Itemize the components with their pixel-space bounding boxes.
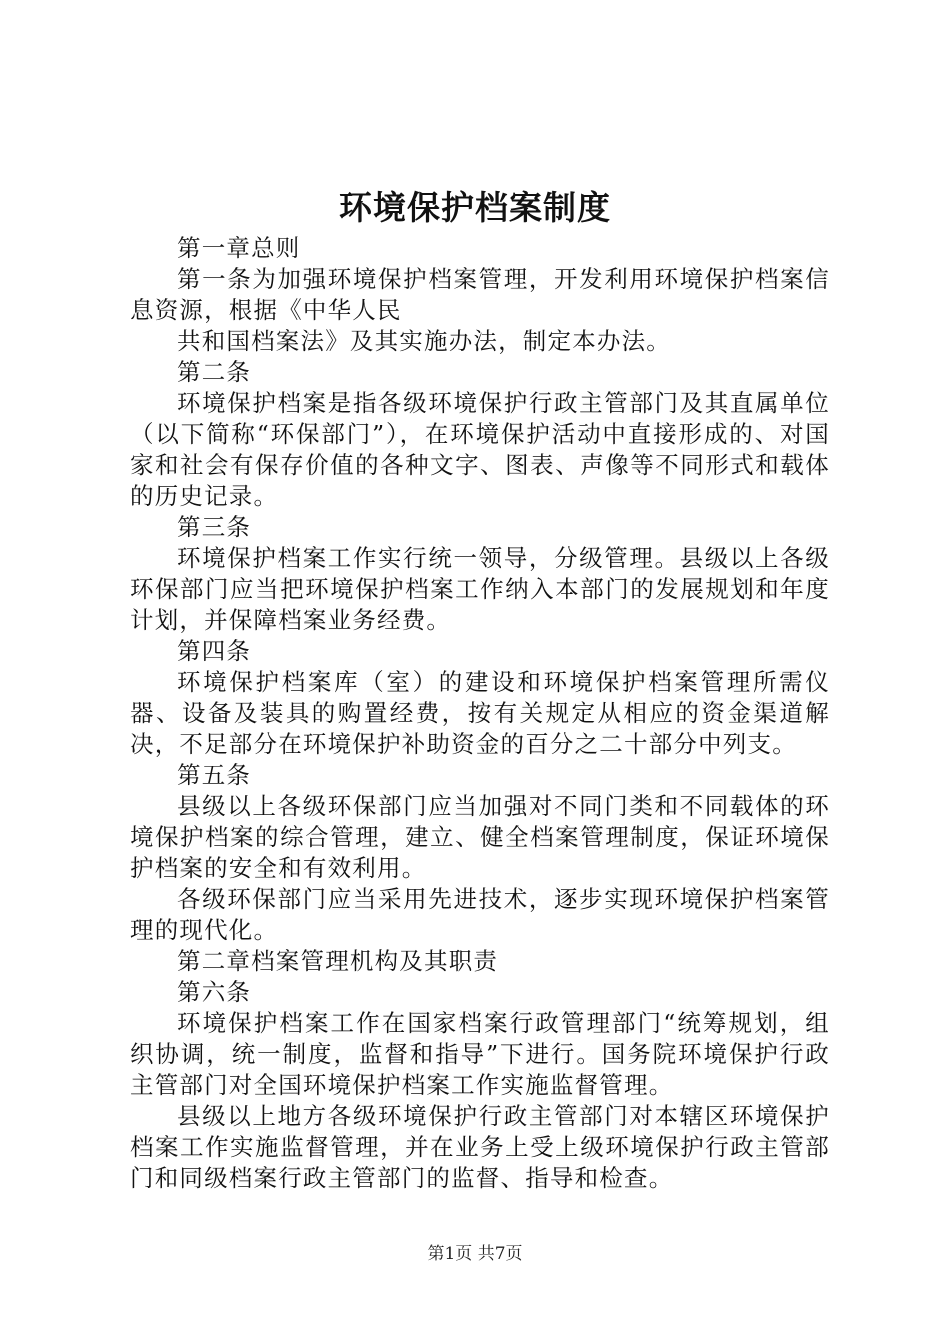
article-heading: 第六条 xyxy=(177,978,252,1006)
article-heading: 第五条 xyxy=(177,761,252,789)
page-number-footer: 第1页 共7页 xyxy=(427,1244,523,1264)
article-heading: 第四条 xyxy=(177,637,252,665)
article-heading: 第二条 xyxy=(177,358,252,386)
chapter-heading: 第二章档案管理机构及其职责 xyxy=(177,947,499,975)
article-paragraph: 环境保护档案库（室）的建设和环境保护档案管理所需仪器、设备及装具的购置经费，按有关规定从相应的资金渠道解决，不足部分在环境保护补助资金的百分之二十部分中列支。 xyxy=(130,668,830,758)
article-paragraph: 第一条为加强环境保护档案管理，开发利用环境保护档案信息资源，根据《中华人民 xyxy=(130,265,830,324)
article-paragraph: 共和国档案法》及其实施办法，制定本办法。 xyxy=(177,327,671,355)
article-paragraph: 环境保护档案工作实行统一领导，分级管理。县级以上各级环保部门应当把环境保护档案工作纳入本部门的发展规划和年度计划，并保障档案业务经费。 xyxy=(130,544,830,634)
document-body xyxy=(130,233,830,1194)
article-paragraph: 各级环保部门应当采用先进技术，逐步实现环境保护档案管理的现代化。 xyxy=(130,885,830,944)
article-paragraph: 县级以上地方各级环境保护行政主管部门对本辖区环境保护档案工作实施监督管理，并在业务上受上级环境保护行政主管部门和同级档案行政主管部门的监督、指导和检查。 xyxy=(130,1102,830,1192)
article-heading: 第三条 xyxy=(177,513,252,541)
article-paragraph: 县级以上各级环保部门应当加强对不同门类和不同载体的环境保护档案的综合管理，建立、健全档案管理制度，保证环境保护档案的安全和有效利用。 xyxy=(130,792,830,882)
article-paragraph: 环境保护档案是指各级环境保护行政主管部门及其直属单位（以下简称“环保部门”），在环境保护活动中直接形成的、对国家和社会有保存价值的各种文字、图表、声像等不同形式和载体的历史记录。 xyxy=(130,389,830,510)
chapter-heading: 第一章总则 xyxy=(177,234,301,262)
document-title: 环境保护档案制度 xyxy=(339,188,611,227)
article-paragraph: 环境保护档案工作在国家档案行政管理部门“统筹规划，组织协调，统一制度，监督和指导”下进行。国务院环境保护行政主管部门对全国环境保护档案工作实施监督管理。 xyxy=(130,1009,830,1099)
